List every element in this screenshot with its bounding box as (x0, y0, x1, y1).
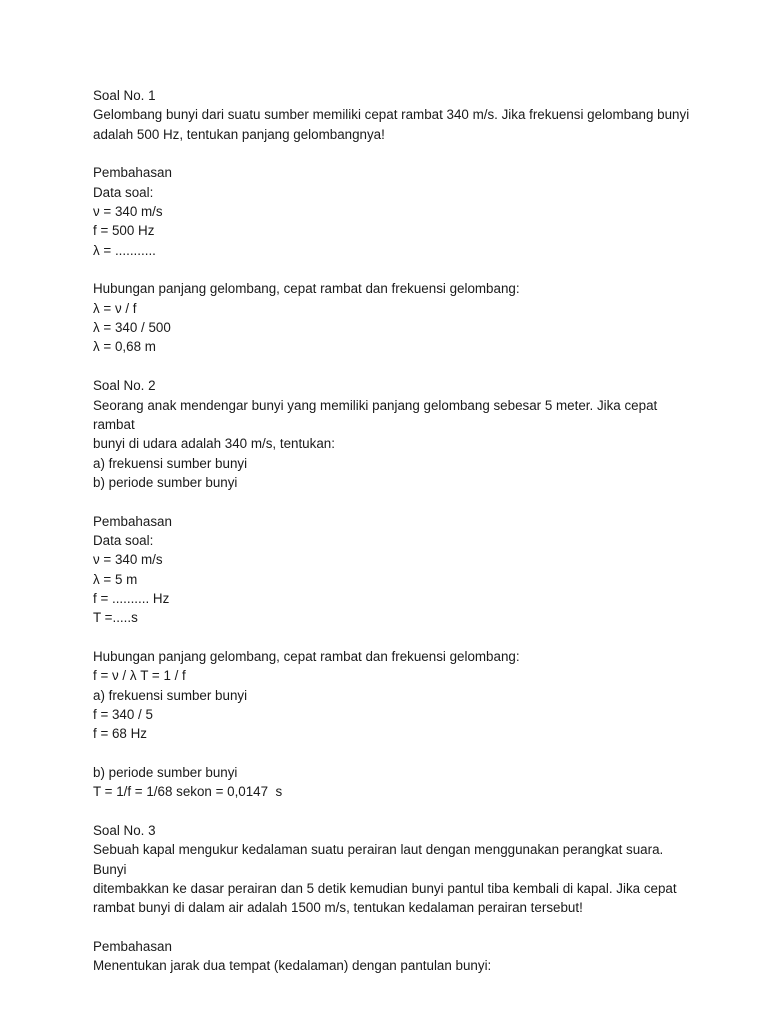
question-line: a) frekuensi sumber bunyi (93, 455, 248, 471)
solution-line: f = 68 Hz (93, 726, 147, 742)
problem-3 (93, 821, 693, 976)
data-line: ν = 340 m/s (93, 204, 163, 220)
data-line: T =.....s (93, 610, 138, 626)
pembahasan-heading: Pembahasan (93, 939, 172, 955)
data-line: ν = 340 m/s (93, 552, 163, 568)
spacer (93, 628, 693, 647)
data-line: f = .......... Hz (93, 590, 170, 606)
spacer (93, 144, 693, 163)
solution-line: λ = 340 / 500 (93, 320, 171, 336)
pembahasan-heading: Pembahasan (93, 165, 172, 181)
spacer (93, 260, 693, 279)
problem-title: Soal No. 3 (93, 823, 156, 839)
question-line: bunyi di udara adalah 340 m/s, tentukan: (93, 436, 335, 452)
data-line: λ = ........... (93, 242, 156, 258)
solution-line: f = ν / λ T = 1 / f (93, 668, 186, 684)
data-line: λ = 5 m (93, 571, 138, 587)
spacer (93, 918, 693, 937)
relation-heading: Menentukan jarak dua tempat (kedalaman) dengan pantulan bunyi: (93, 958, 492, 974)
solution-line: f = 340 / 5 (93, 707, 153, 722)
solution-line: T = 1/f = 1/68 sekon = 0,0147 s (93, 784, 283, 800)
relation-heading: Hubungan panjang gelombang, cepat rambat dan frekuensi gelombang: (93, 648, 520, 664)
question-line: Gelombang bunyi dari suatu sumber memiliki cepat rambat 340 m/s. Jika frekuensi gelombang bunyi (93, 107, 690, 123)
data-line: f = 500 Hz (93, 223, 155, 239)
pembahasan-heading: Pembahasan (93, 513, 172, 529)
problem-2 (93, 376, 693, 821)
question-line: rambat bunyi di dalam air adalah 1500 m/s, tentukan kedalaman perairan tersebut! (93, 900, 583, 916)
question-line: adalah 500 Hz, tentukan panjang gelombangnya! (93, 126, 385, 142)
data-heading: Data soal: (93, 184, 154, 200)
question-line: ditembakkan ke dasar perairan dan 5 detik kemudian bunyi pantul tiba kembali di kapal. Jika cepat (93, 881, 677, 897)
problem-title: Soal No. 2 (93, 378, 156, 394)
spacer (93, 744, 693, 763)
solution-line: λ = ν / f (93, 300, 137, 316)
relation-heading: Hubungan panjang gelombang, cepat rambat dan frekuensi gelombang: (93, 281, 520, 297)
spacer (93, 492, 693, 511)
problem-1 (93, 86, 693, 376)
question-line: Seorang anak mendengar bunyi yang memiliki panjang gelombang sebesar 5 meter. Jika cepat rambat (93, 397, 661, 432)
question-line: b) periode sumber bunyi (93, 474, 238, 490)
solution-line: a) frekuensi sumber bunyi (93, 687, 248, 703)
problem-title: Soal No. 1 (93, 88, 156, 103)
data-heading: Data soal: (93, 532, 154, 548)
solution-line: λ = 0,68 m (93, 339, 156, 355)
question-line: Sebuah kapal mengukur kedalaman suatu perairan laut dengan menggunakan perangkat suara. Bunyi (93, 842, 667, 877)
spacer (93, 802, 693, 821)
document-page (93, 86, 693, 976)
spacer (93, 357, 693, 376)
solution-line: b) periode sumber bunyi (93, 765, 238, 781)
